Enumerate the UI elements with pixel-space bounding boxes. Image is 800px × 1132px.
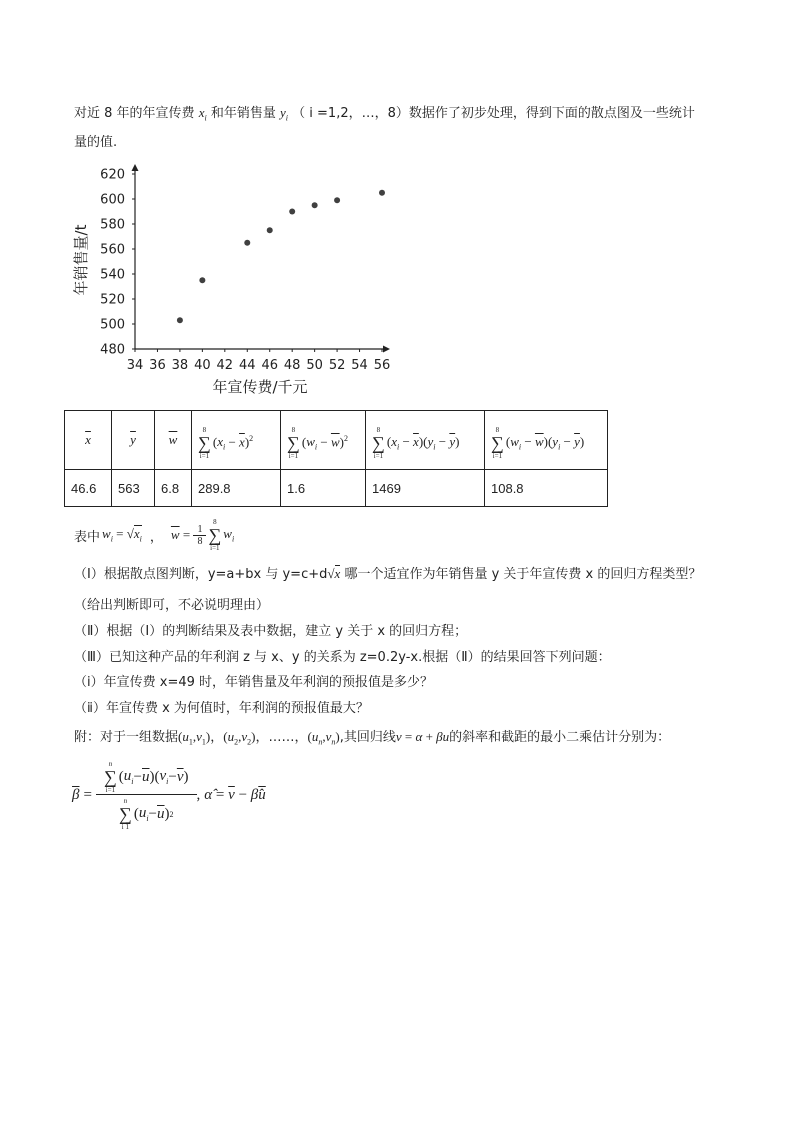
header-sum-x-sq: 8 ∑ i=1 $(x_i - \overline{x})^2$ [192,411,281,470]
statistics-table [64,410,608,507]
intro-text-c: （ i =1,2，…，8）数据作了初步处理，得到下面的散点图及一些统计 [292,106,695,121]
x-tick-label: 38 [171,358,189,373]
note-prefix: 表中 [74,529,101,545]
least-squares-formula: $\overline{\beta}$ = n ∑ i=1 ( $u_i$ − $\overline{u}$ )( $v_i$ − $\overline{v}$ ) n ∑ i 1 ( $u_i$ − $\overline{u}$ ) 2 , α̂ = $\overline{v}$ − $\betâ\overline{u}$ [72,760,266,831]
value-sum-wy: 108.8 [485,470,608,507]
data-point [199,277,205,283]
y-axis-label: 年销售量/t [72,224,90,296]
x-tick-label: 52 [328,358,346,373]
y-tick-label: 520 [100,292,125,308]
value-sum-w-sq: 1.6 [281,470,366,507]
table-note [74,518,234,552]
header-sum-xy: 8 ∑ i=1 $(x_i - \overline{x})(y_i - \overline{y})$ [366,411,485,470]
question-3-i: （ⅰ）年宣传费 x=49 时，年销售量及年利润的预报值是多少？ [74,675,434,690]
x-tick-label: 36 [149,358,166,373]
y-tick-label: 500 [100,317,125,333]
y-tick-label: 540 [100,267,125,283]
y-axis-arrow [132,164,139,171]
x-axis-arrow [383,346,390,353]
note-comma: ， [149,529,163,545]
y-tick-label: 560 [100,242,125,258]
intro-line-2: 量的值. [74,135,118,150]
table-header-row [65,411,608,470]
x-tick-label: 54 [351,358,368,373]
table-value-row [65,470,608,507]
y-tick-label: 620 [100,167,125,183]
pair-n: $(u_n,v_n)$ [307,729,340,747]
var-y-i: $y_i$ [280,105,289,123]
question-1-note: （给出判断即可，不必说明理由） [74,598,270,613]
pair-2: $(u_2,v_2)$ [223,729,256,747]
header-sum-wy: 8 ∑ i=1 $(w_i - \overline{w})(y_i - \overline{y})$ [485,411,608,470]
x-tick-label: 56 [373,358,391,373]
alpha-hat: α̂ = $\overline{v}$ − $\betâ\overline{u}$ [204,787,266,803]
value-x-bar: 46.6 [65,470,112,507]
appendix-line: 附：对于一组数据$(u_1,v_1)$，$(u_2,v_2)$，……，$(u_n,v_n)$,其回归线v = α + βu的斜率和截距的最小二乘估计分别为： [74,729,671,747]
formula-w-i: $w_i = √x_i$ [102,526,142,544]
question-2: （Ⅱ）根据（Ⅰ）的判断结果及表中数据，建立 y 关于 x 的回归方程； [74,624,468,639]
data-point [289,209,295,215]
question-1: （Ⅰ）根据散点图判断，y=a+bx 与 y=c+d√x 哪一个适宜作为年销售量 y 关于年宣传费 x 的回归方程类型？ [74,566,702,582]
data-point [244,240,250,246]
value-y-bar: 563 [112,470,155,507]
x-axis-label: 年宣传费/千元 [212,378,308,396]
data-point [267,227,273,233]
x-tick-label: 44 [238,358,256,373]
value-w-bar: 6.8 [155,470,192,507]
y-tick-label: 480 [100,342,125,358]
sqrt-x: √x [327,566,341,581]
y-tick-label: 600 [100,192,125,208]
question-3-ii: （ⅱ）年宣传费 x 为何值时，年利润的预报值最大？ [74,701,369,716]
data-point [177,317,183,323]
regression-line: v = α + βu [395,729,450,744]
x-tick-label: 48 [283,358,301,373]
header-sum-w-sq: 8 ∑ i=1 $(w_i - \overline{w})^2$ [281,411,366,470]
data-point [379,190,385,196]
data-point [312,202,318,208]
x-tick-label: 40 [194,358,211,373]
pair-1: $(u_1,v_1)$ [178,729,211,747]
x-tick-label: 50 [306,358,323,373]
beta-hat: $\overline{\beta}$ [72,787,80,803]
intro-text-a: 对近 8 年的年宣传费 [74,106,195,121]
value-sum-xy: 1469 [366,470,485,507]
value-sum-x-sq: 289.8 [192,470,281,507]
var-x-i: $x_i$ [198,105,207,123]
intro-line-1 [74,102,695,123]
x-tick-label: 42 [216,358,234,373]
x-tick-label: 34 [126,358,144,373]
y-tick-label: 580 [100,217,125,233]
header-x-bar: $\overline{x}$ [65,411,112,470]
header-w-bar: $\overline{w}$ [155,411,192,470]
header-y-bar: $\overline{y}$ [112,411,155,470]
formula-w-bar: $\overline{w}$ = $\frac{1}{8}$ 8 ∑ i=1 $w_i$ [170,518,235,552]
scatter-chart [60,160,400,400]
intro-text-b: 和年销售量 [210,106,276,121]
question-3: （Ⅲ）已知这种产品的年利润 z 与 x、y 的关系为 z=0.2y-x.根据（Ⅱ）的结果回答下列问题： [74,650,611,665]
data-point [334,197,340,203]
x-tick-label: 46 [261,358,279,373]
